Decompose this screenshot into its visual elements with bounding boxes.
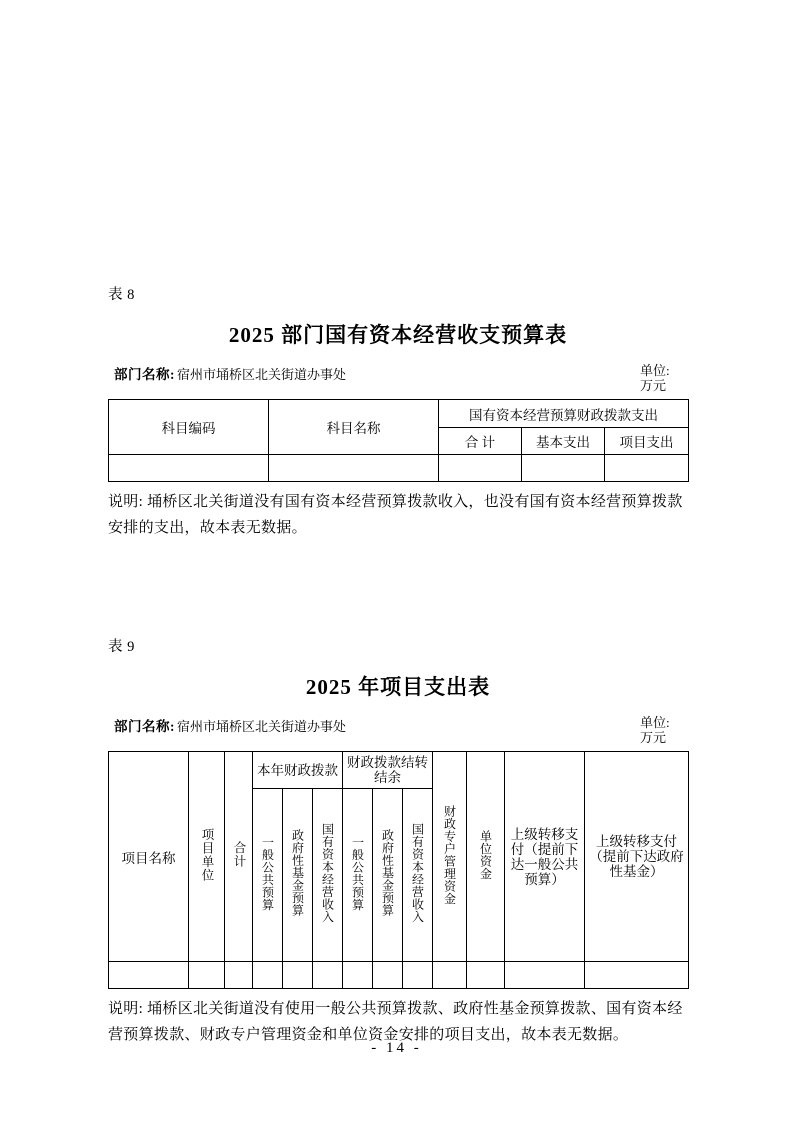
table-9-header-project-name: 项目名称 [109,752,189,962]
table-8-header-group: 国有资本经营预算财政拨款支出 [439,400,689,428]
table-9-cell [189,962,225,989]
table-9-header-soe-income-current: 国有资本经营收入 [313,789,343,962]
table-9-cell [505,962,585,989]
table-9-cell [585,962,689,989]
table-9-header-special-account: 财政专户管理资金 [433,752,467,962]
table-9 [108,751,689,989]
table-8-meta [108,363,688,393]
table-8-cell [109,455,269,482]
table-9-header-total: 合计 [225,752,253,962]
table-9-title: 2025 年项目支出表 [305,675,491,699]
table-9-header-carryover-group: 财政拨款结转结余 [343,752,433,789]
table-9-cell [467,962,505,989]
table-9-cell [403,962,433,989]
table-row [109,752,689,789]
section-table-9 [108,637,688,1048]
table-9-cell [373,962,403,989]
table-9-dept-value: 宿州市埇桥区北关街道办事处 [177,719,347,734]
table-8-header-subject-name: 科目名称 [269,400,439,455]
table-8-note: 说明: 埇桥区北关街道没有国有资本经营预算拨款收入，也没有国有资本经营预算拨款安排的支出，故本表无数据。 [108,494,683,536]
table-9-meta [108,715,688,745]
table-9-cell [283,962,313,989]
table-8-title: 2025 部门国有资本经营收支预算表 [228,323,568,347]
table-8-cell [439,455,522,482]
table-9-note: 说明: 埇桥区北关街道没有使用一般公共预算拨款、政府性基金预算拨款、国有资本经营预算拨款、财政专户管理资金和单位资金安排的项目支出，故本表无数据。 [108,1001,683,1043]
table-9-header-unit-funds: 单位资金 [467,752,505,962]
table-row [109,400,689,428]
table-9-header-public-budget-carryover: 一般公共预算 [343,789,373,962]
section-table-8 [108,285,688,541]
page-number: - 14 - [371,1040,422,1056]
table-8-header-subject-code: 科目编码 [109,400,269,455]
table-9-label: 表 9 [108,639,135,655]
table-8-unit: 单位: 万元 [640,363,670,393]
table-9-dept-key: 部门名称: [114,719,175,734]
table-8-header-total: 合 计 [439,428,522,455]
table-row [109,455,689,482]
table-8-cell [605,455,689,482]
table-9-header-public-budget-current: 一般公共预算 [253,789,283,962]
table-8-dept-value: 宿州市埇桥区北关街道办事处 [177,367,347,382]
table-8-header-basic: 基本支出 [522,428,605,455]
table-9-cell [253,962,283,989]
table-9-header-transfer-payment-fund: 上级转移支付（提前下达政府性基金） [585,752,689,962]
table-9-cell [109,962,189,989]
table-9-cell [343,962,373,989]
table-8 [108,399,689,482]
table-9-header-current-year-group: 本年财政拨款 [253,752,343,789]
page-content [108,285,688,1048]
table-8-cell [269,455,439,482]
table-9-header-gov-fund-current: 政府性基金预算 [283,789,313,962]
table-9-unit: 单位: 万元 [640,715,670,745]
table-9-header-transfer-payment: 上级转移支付（提前下达一般公共预算） [505,752,585,962]
table-9-cell [225,962,253,989]
table-9-header-gov-fund-carryover: 政府性基金预算 [373,789,403,962]
table-9-cell [433,962,467,989]
table-9-cell [313,962,343,989]
table-8-dept-key: 部门名称: [114,367,175,382]
table-8-cell [522,455,605,482]
table-9-header-soe-income-carryover: 国有资本经营收入 [403,789,433,962]
table-9-header-project-unit: 项目单位 [189,752,225,962]
table-8-label: 表 8 [108,287,135,303]
table-8-header-project: 项目支出 [605,428,689,455]
table-row [109,962,689,989]
